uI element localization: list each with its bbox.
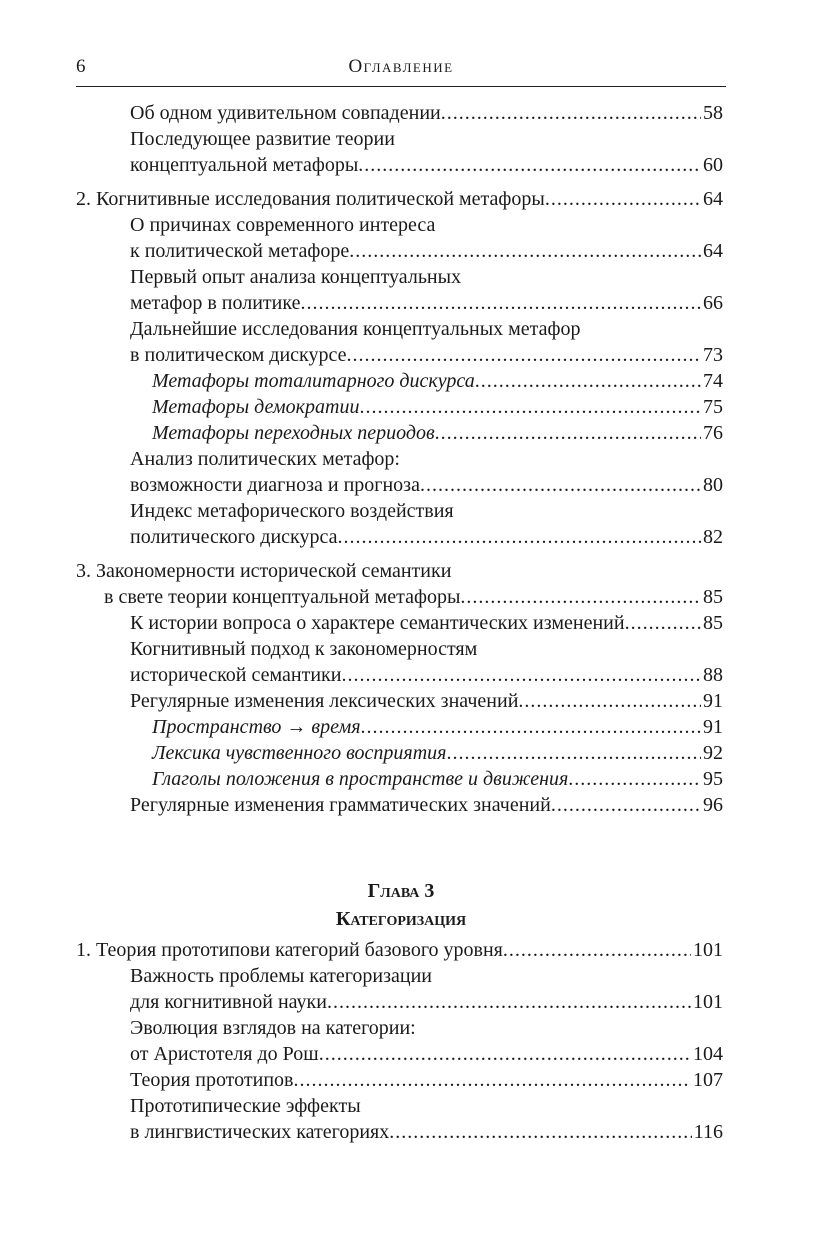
- dot-leader: [346, 342, 701, 368]
- toc-entry-line: [76, 394, 723, 420]
- toc-entry-line: [76, 212, 723, 238]
- dot-leader: [389, 1119, 692, 1145]
- toc-entry-line: [76, 100, 723, 126]
- toc-entry[interactable]: [76, 558, 723, 610]
- toc-entry-line: [76, 1067, 723, 1093]
- dot-leader: [361, 714, 701, 740]
- toc-page-number: 64: [703, 240, 723, 262]
- dot-leader: [460, 584, 701, 610]
- toc-entry-title: для когнитивной науки: [130, 991, 327, 1013]
- toc-entry-line: [76, 446, 723, 472]
- toc-entry[interactable]: [76, 1067, 723, 1093]
- toc-entry[interactable]: [76, 264, 723, 316]
- section-gap: [76, 550, 723, 558]
- toc-entry-line: [76, 1093, 723, 1119]
- toc-entry-line: [76, 662, 723, 688]
- toc-entry-line: [76, 584, 723, 610]
- dot-leader: [359, 394, 701, 420]
- toc-entry-line: [76, 126, 723, 152]
- toc-entry-title: концептуальной метафоры: [130, 154, 359, 176]
- toc-page-number: 91: [703, 690, 723, 712]
- toc-page-number: 95: [703, 768, 723, 790]
- toc-entry-line: [76, 472, 723, 498]
- dot-leader: [300, 290, 701, 316]
- toc-entry[interactable]: [76, 316, 723, 368]
- toc-entry-title: политического дискурса: [130, 526, 338, 548]
- toc-page-number: 91: [703, 716, 723, 738]
- toc-entry[interactable]: [76, 126, 723, 178]
- toc-entry[interactable]: [76, 610, 723, 636]
- toc-entry-title: 1. Теория прототипови категорий базового уровня: [76, 939, 503, 961]
- chapter-label: Глава 3: [367, 880, 435, 902]
- toc-entry-line: [76, 368, 723, 394]
- dot-leader: [327, 989, 691, 1015]
- toc-page-number: 64: [703, 188, 723, 210]
- toc-page-number: 74: [703, 370, 723, 392]
- toc-page-number: 92: [703, 742, 723, 764]
- dot-leader: [341, 662, 701, 688]
- toc-page-number: 80: [703, 474, 723, 496]
- toc-entry[interactable]: [76, 937, 723, 963]
- toc-entry-line: [76, 152, 723, 178]
- toc-entry[interactable]: [76, 394, 723, 420]
- toc-page-number: 73: [703, 344, 723, 366]
- toc-entry-title: от Аристотеля до Рош: [130, 1043, 319, 1065]
- toc-entry[interactable]: [76, 1015, 723, 1067]
- dot-leader: [420, 472, 701, 498]
- toc-entry-title: 3. Закономерности исторической семантики: [76, 560, 452, 582]
- chapter-heading: [76, 877, 726, 933]
- toc-page-number: 101: [693, 991, 723, 1013]
- page-number: 6: [76, 56, 86, 77]
- toc-page-number: 85: [703, 612, 723, 634]
- toc-entry-line: [76, 1041, 723, 1067]
- dot-leader: [545, 186, 701, 212]
- toc-entry[interactable]: [76, 446, 723, 498]
- toc-entry-title: Прототипические эффекты: [130, 1095, 361, 1117]
- dot-leader: [568, 766, 701, 792]
- toc-page-number: 76: [703, 422, 723, 444]
- toc-entry-line: [76, 688, 723, 714]
- toc-entry-title: К истории вопроса о характере семантических изменений: [130, 612, 625, 634]
- toc-entry[interactable]: [76, 498, 723, 550]
- toc-entry-title: возможности диагноза и прогноза: [130, 474, 420, 496]
- toc-entry[interactable]: [76, 368, 723, 394]
- toc-entry-line: [76, 420, 723, 446]
- toc-entry[interactable]: [76, 420, 723, 446]
- toc-entry-title: Первый опыт анализа концептуальных: [130, 266, 462, 288]
- toc-entry[interactable]: [76, 212, 723, 264]
- toc-page-number: 58: [703, 102, 723, 124]
- toc-entry-title: О причинах современного интереса: [130, 214, 436, 236]
- toc-entry-title: Важность проблемы категоризации: [130, 965, 432, 987]
- toc-entry-line: [76, 740, 723, 766]
- toc-entry-title: Метафоры переходных периодов: [152, 422, 435, 444]
- dot-leader: [518, 688, 701, 714]
- toc-page-number: 96: [703, 794, 723, 816]
- toc-entry-title: Теория прототипов: [130, 1069, 294, 1091]
- toc-entry-line: [76, 186, 723, 212]
- toc-entry-line: [76, 342, 723, 368]
- toc-entry-title: к политической метафоре: [130, 240, 350, 262]
- toc-entry[interactable]: [76, 714, 723, 740]
- toc-entry-line: [76, 766, 723, 792]
- toc-entry[interactable]: [76, 963, 723, 1015]
- toc-page-number: 75: [703, 396, 723, 418]
- toc-page-number: 60: [703, 154, 723, 176]
- dot-leader: [358, 152, 701, 178]
- toc-entry-title: Лексика чувственного восприятия: [152, 742, 447, 764]
- toc-entry-title: Последующее развитие теории: [130, 128, 395, 150]
- toc-entry-title: Эволюция взглядов на категории:: [130, 1017, 416, 1039]
- toc-entry-title: Глаголы положения в пространстве и движения: [152, 768, 569, 790]
- toc-entry[interactable]: [76, 100, 723, 126]
- toc-entry[interactable]: [76, 1093, 723, 1145]
- toc-entry-line: [76, 558, 723, 584]
- toc-entry-line: [76, 1015, 723, 1041]
- toc-part-1: [76, 100, 723, 818]
- toc-entry-title: в свете теории концептуальной метафоры: [104, 586, 461, 608]
- dot-leader: [319, 1041, 691, 1067]
- header-rule: [76, 86, 726, 87]
- toc-entry-line: [76, 714, 723, 740]
- dot-leader: [349, 238, 701, 264]
- dot-leader: [435, 420, 701, 446]
- toc-entry-title: исторической семантики: [130, 664, 342, 686]
- dot-leader: [446, 740, 701, 766]
- toc-entry-title: Индекс метафорического воздействия: [130, 500, 454, 522]
- toc-entry-line: [76, 610, 723, 636]
- toc-entry-line: [76, 636, 723, 662]
- toc-entry-title: в политическом дискурсе: [130, 344, 347, 366]
- toc-page-number: 82: [703, 526, 723, 548]
- toc-part-2: [76, 937, 723, 1145]
- toc-page-number: 101: [693, 939, 723, 961]
- toc-entry[interactable]: [76, 792, 723, 818]
- toc-entry-title: Метафоры тоталитарного дискурса: [152, 370, 475, 392]
- toc-entry-title: Дальнейшие исследования концептуальных метафор: [130, 318, 581, 340]
- toc-page-number: 88: [703, 664, 723, 686]
- toc-entry[interactable]: [76, 186, 723, 212]
- toc-entry-title: метафор в политике: [130, 292, 301, 314]
- toc-entry-title: в лингвистических категориях: [130, 1121, 390, 1143]
- toc-entry-line: [76, 792, 723, 818]
- dot-leader: [625, 610, 701, 636]
- toc-entry-title: Пространство → время: [152, 716, 361, 738]
- dot-leader: [475, 368, 701, 394]
- toc-entry-line: [76, 290, 723, 316]
- toc-entry[interactable]: [76, 740, 723, 766]
- toc-entry-line: [76, 1119, 723, 1145]
- dot-leader: [503, 937, 691, 963]
- toc-entry[interactable]: [76, 636, 723, 688]
- toc-entry-title: Анализ политических метафор:: [130, 448, 400, 470]
- chapter-title: Категоризация: [335, 908, 467, 930]
- toc-entry-line: [76, 238, 723, 264]
- toc-entry-line: [76, 316, 723, 342]
- toc-entry-line: [76, 498, 723, 524]
- toc-entry-line: [76, 264, 723, 290]
- toc-entry-line: [76, 524, 723, 550]
- page-header: [76, 52, 726, 82]
- toc-entry-title: Когнитивный подход к закономерностям: [130, 638, 478, 660]
- toc-entry[interactable]: [76, 688, 723, 714]
- toc-entry-title: Метафоры демократии: [152, 396, 360, 418]
- toc-page-number: 66: [703, 292, 723, 314]
- toc-entry[interactable]: [76, 766, 723, 792]
- toc-entry-line: [76, 989, 723, 1015]
- dot-leader: [551, 792, 701, 818]
- toc-entry-title: Регулярные изменения лексических значений: [130, 690, 519, 712]
- dot-leader: [441, 100, 701, 126]
- section-gap: [76, 178, 723, 186]
- dot-leader: [293, 1067, 691, 1093]
- toc-page-number: 85: [703, 586, 723, 608]
- running-title: Оглавление: [348, 56, 454, 77]
- toc-page-number: 104: [693, 1043, 723, 1065]
- toc-entry-line: [76, 937, 723, 963]
- toc-entry-line: [76, 963, 723, 989]
- toc-page-number: 107: [693, 1069, 723, 1091]
- toc-page-number: 116: [693, 1121, 723, 1143]
- toc-entry-title: 2. Когнитивные исследования политической метафоры: [76, 188, 545, 210]
- dot-leader: [337, 524, 701, 550]
- toc-entry-title: Об одном удивительном совпадении: [130, 102, 441, 124]
- toc-entry-title: Регулярные изменения грамматических значений: [130, 794, 551, 816]
